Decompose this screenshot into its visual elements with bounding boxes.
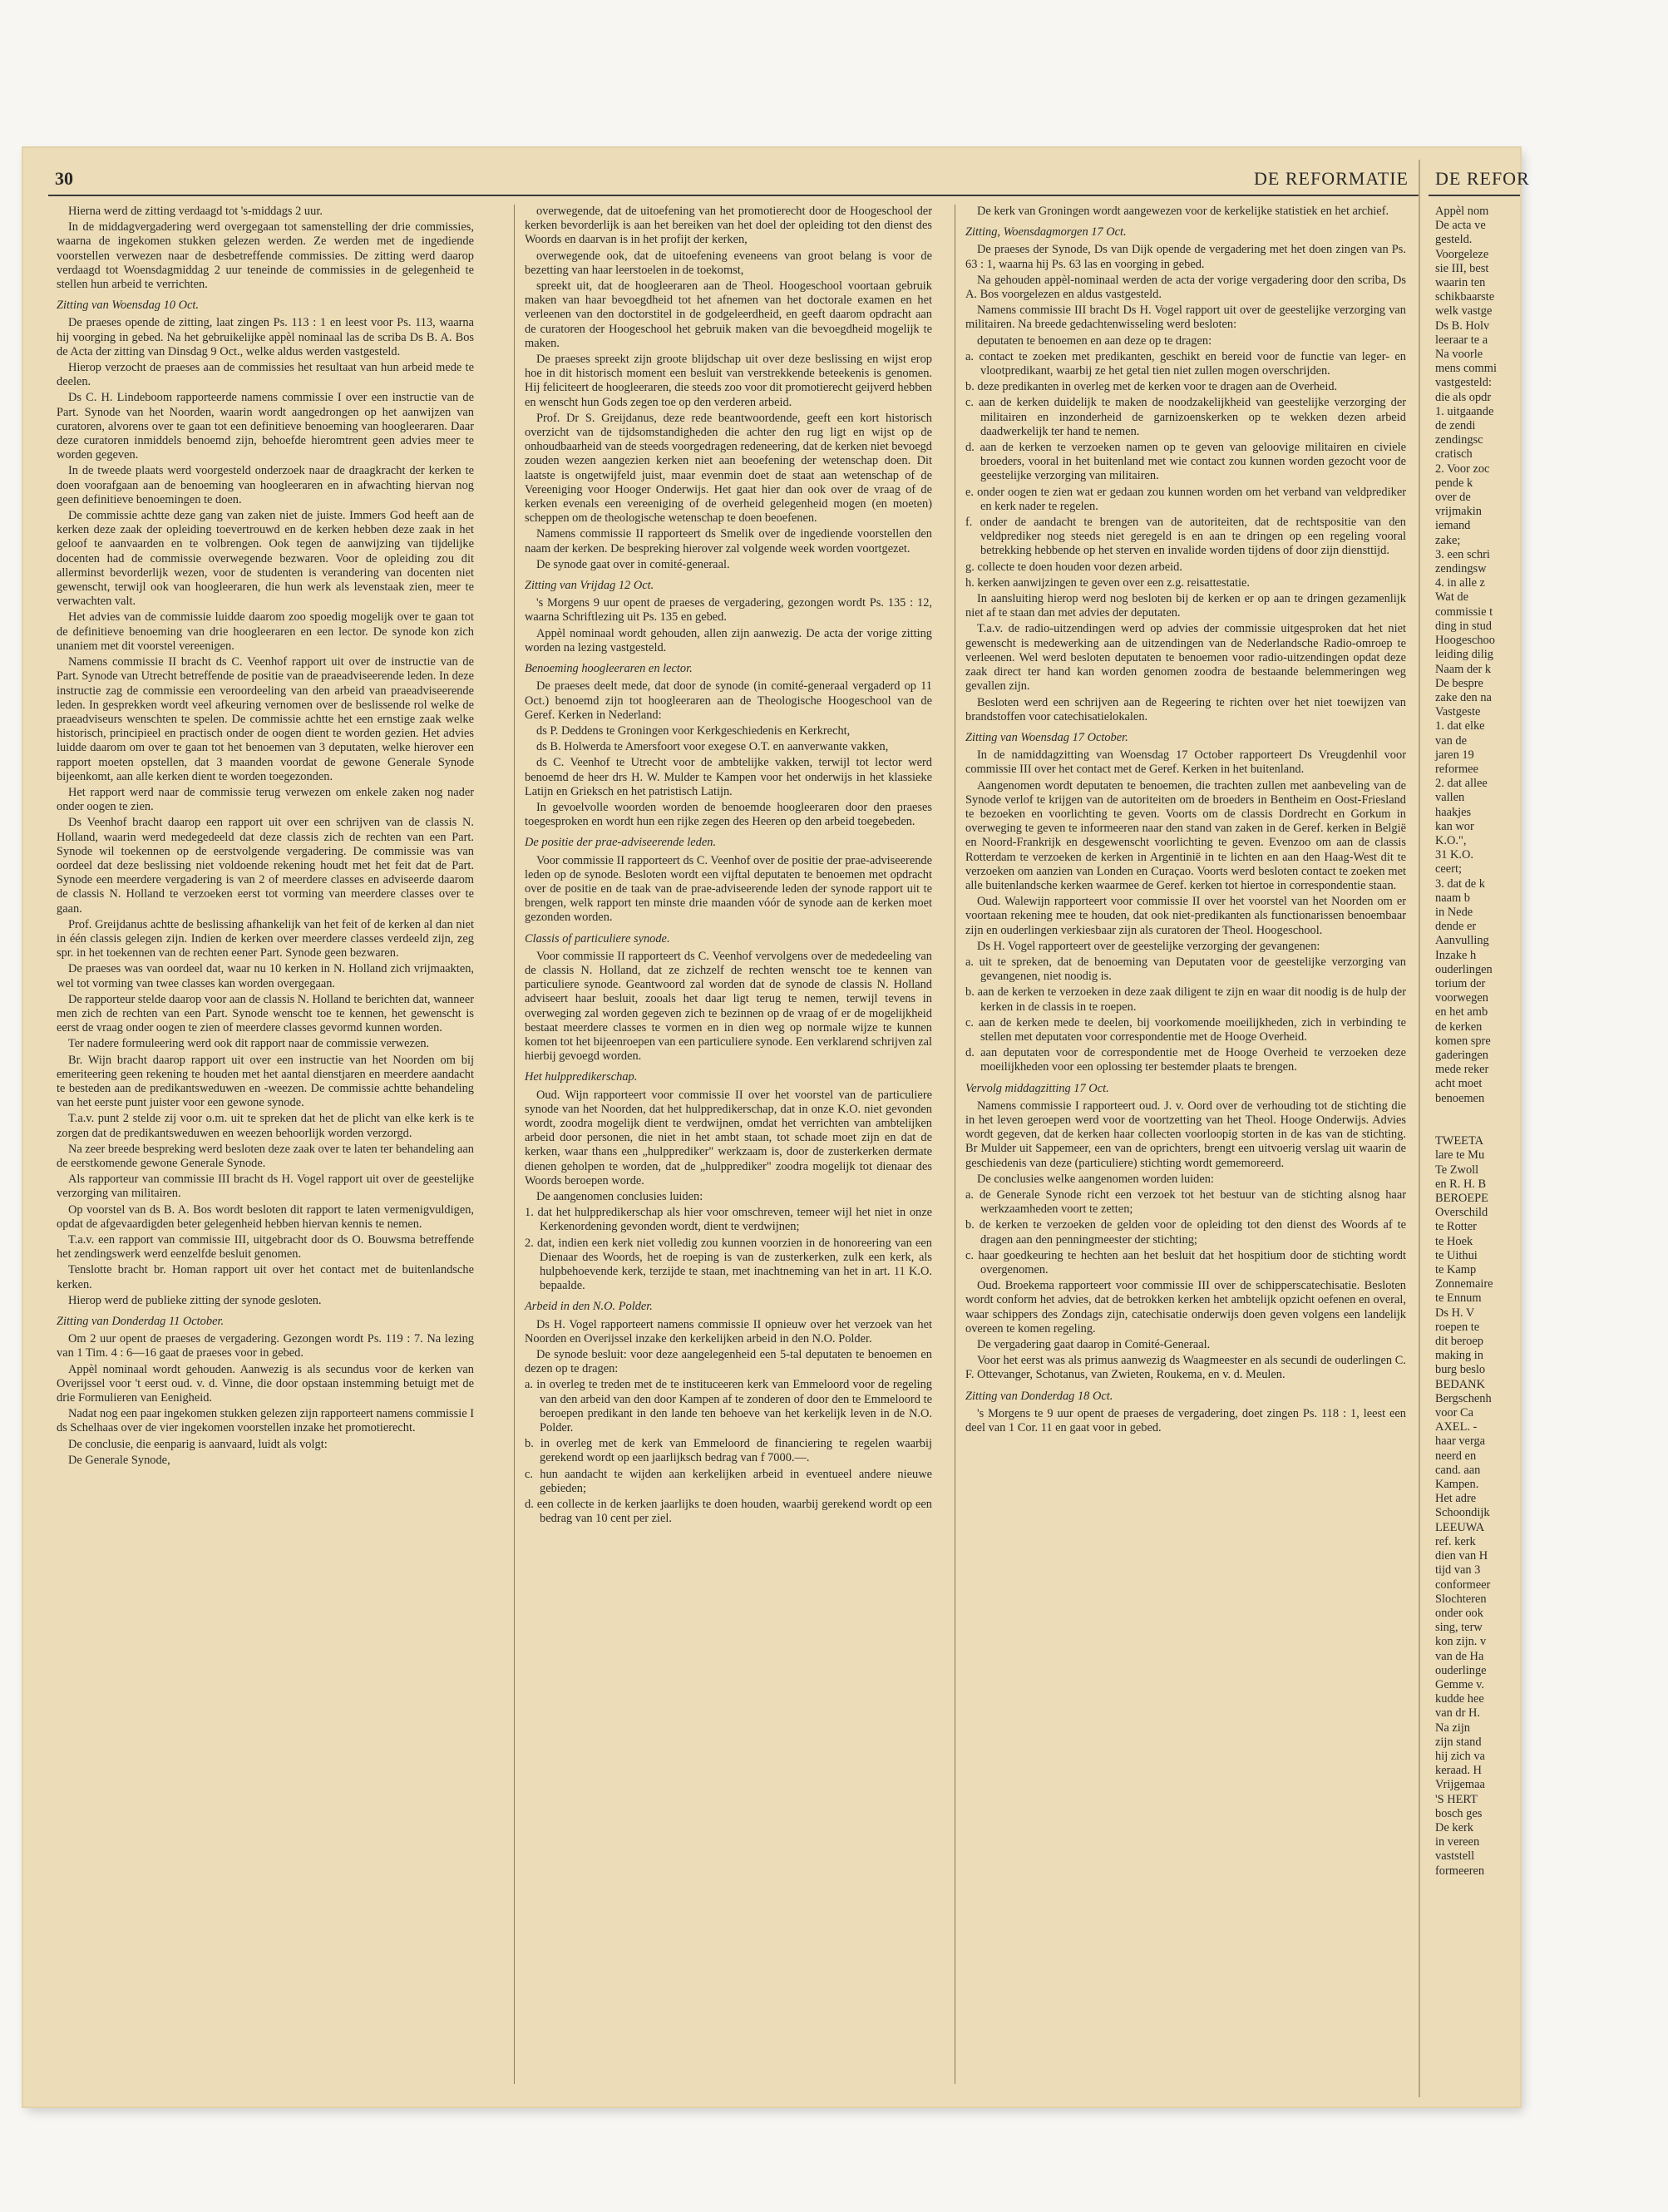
paragraph: Tenslotte bracht br. Homan rapport uit over het contact met de buitenlandsche kerken.: [57, 1263, 474, 1291]
next-page-masthead: DE REFOR: [1435, 168, 1530, 189]
paragraph: De conclusie, die eenparig is aanvaard, luidt als volgt:: [68, 1437, 328, 1451]
paragraph: Aangenomen wordt deputaten te benoemen, die trachten zullen met aanbeveling van de Synode verlof te krijgen van de autoriteiten om de broeders in Bentheim en Oost-Friesland te bezoeken en voorlichting te geven. Voorts om de classis Dordrecht en Gorkum in overweging te geven te informeeren naar den stand van zaken in de Geref. kerken in België en Noord-Frankrijk en desgewenscht voorlichting te geven. Evenzoo om aan de classis Rotterdam te verzoeken de kerken in Argentinië in te lichten en aan den Haag-West dit te verzoeken om aanzien van Londen en Curaçao. Voorts werd besloten contact te zoeken met alle buitenlandsche kerken waarmee de Geref. kerken tot hiertoe in correspondentie staan.: [965, 778, 1406, 892]
article-column-1: [57, 205, 474, 2084]
paragraph: Ter nadere formuleering werd ook dit rapport naar de commissie verwezen.: [68, 1037, 430, 1051]
paragraph: deputaten te benoemen en aan deze op te dragen:: [977, 333, 1212, 348]
paragraph: ds P. Deddens te Groningen voor Kerkgeschiedenis en Kerkrecht,: [536, 723, 851, 738]
paragraph: Ds H. Vogel rapporteert namens commissie II opnieuw over het verzoek van het Noorden en Overijssel inzake den kerkelijken arbeid in den N.O. Polder.: [525, 1317, 932, 1345]
page-number: 30: [55, 168, 73, 189]
newspaper-page: [48, 160, 1420, 2097]
list-item: g. collecte te doen houden voor dezen arbeid.: [965, 560, 1182, 574]
section-heading: Classis of particuliere synode.: [525, 931, 670, 946]
section-heading: Zitting van Donderdag 11 October.: [57, 1315, 225, 1329]
paragraph: Ds Veenhof bracht daarop een rapport uit over een schrijven van de classis N. Holland, waarin werd medegedeeld dat deze classis zich de rechten van een Part. Synode wil toekennen op de eerstvolgende vergadering. De commissie was van oordeel dat deze beslissing niet voldoende rekening houdt met het feit dat de Part. Synode een meerdere vergadering is van 2 of meerdere classes en adviseerde daarom de classis N. Holland te verzoeken eerst tot vorming van meerdere classes over te gaan.: [57, 816, 474, 916]
paragraph: Ds C. H. Lindeboom rapporteerde namens commissie I over een instructie van de Part. Synode van het Noorden, waarin wordt aangedrongen op het aanwijzen van curatoren, alvorens over te gaan tot een definitieve benoeming van hoogleeraren. Daar deze curatoren inmiddels benoemd zijn, behoefde hieromtrent geen advies meer te worden gegeven.: [57, 391, 474, 462]
paragraph: Namens commissie III bracht Ds H. Vogel rapport uit over de geestelijke verzorging van militairen. Na breede gedachtenwisseling werd besloten:: [965, 304, 1406, 332]
paragraph: De praeses der Synode, Ds van Dijk opende de vergadering met het doen zingen van Ps. 63 : 1, waarna hij Ps. 63 las en voorging in gebed.: [965, 243, 1406, 271]
paragraph: T.a.v. punt 2 stelde zij voor o.m. uit te spreken dat het de plicht van elke kerk is te zorgen dat de predikantsweduwen en weezen behoorlijk worden verzorgd.: [57, 1112, 474, 1140]
paragraph: Appèl nominaal wordt gehouden. Aanwezig is als secundus voor de kerken van Overijssel voor 't eerst oud. v. d. Vinne, die door opstaan instemming betuigt met de drie Formulieren van Eenigheid.: [57, 1362, 474, 1405]
paragraph: ds B. Holwerda te Amersfoort voor exegese O.T. en aanverwante vakken,: [536, 740, 889, 754]
paragraph: Na gehouden appèl-nominaal werden de acta der vorige vergadering door den scriba, Ds A. Bos voorgelezen en aldus vastgesteld.: [965, 273, 1406, 302]
paragraph: Hierna werd de zitting verdaagd tot 's-middags 2 uur.: [68, 205, 323, 218]
paragraph: De commissie achtte deze gang van zaken niet de juiste. Immers God heeft aan de kerken deze zaak der opleiding toevertrouwd en de kerken hebben deze zaak in het geloof te aanvaarden en te volbrengen. Ook tegen de aanwijzing van tijdelijke docenten had de commissie overwegende bezwaren. Voor de opleiding zou dit allerminst bevorderlijk wezen, voor de studenten is verandering van docenten niet gewenscht, terwijl ook van hoogleeraren, die hun werk als levenstaak zien, meer te verwachten valt.: [57, 509, 474, 609]
paragraph: De rapporteur stelde daarop voor aan de classis N. Holland te berichten dat, wanneer men zich de rechten van een Part. Synode wenscht toe te kennen, het gewenscht is eerst de vraag onder oogen te zien of meerdere classes gevormd kunnen worden.: [57, 992, 474, 1035]
paragraph: De synode besluit: voor deze aangelegenheid een 5-tal deputaten te benoemen en dezen op te dragen:: [525, 1348, 932, 1376]
list-item: e. onder oogen te zien wat er gedaan zou kunnen worden om het verband van veldprediker en kerk nader te regelen.: [965, 485, 1406, 513]
paragraph: De aangenomen conclusies luiden:: [536, 1190, 703, 1203]
paragraph: De kerk van Groningen wordt aangewezen voor de kerkelijke statistiek en het archief.: [977, 205, 1389, 218]
list-item: h. kerken aanwijzingen te geven over een z.g. reisattestatie.: [965, 575, 1251, 590]
list-item: a. in overleg te treden met de te instituceeren kerk van Emmeloord voor de regeling van den arbeid van den door Kampen af te zonderen of door den te Emmeloord te beroepen predikant in den lande ten behoeve van het kerkelijk leven in de N.O. Polder.: [525, 1378, 932, 1435]
paragraph: 's Morgens 9 uur opent de praeses de vergadering, gezongen wordt Ps. 135 : 12, waarna Schriftlezing uit Ps. 135 en gebed.: [525, 596, 932, 625]
paragraph: De vergadering gaat daarop in Comité-Generaal.: [977, 1338, 1211, 1352]
paragraph: Besloten werd een schrijven aan de Regeering te richten over het niet toewijzen van brandstoffen voor catechisatielokalen.: [965, 695, 1406, 723]
paragraph: In de tweede plaats werd voorgesteld onderzoek naar de draagkracht der kerken te doen voorafgaan aan de benoeming van hoogleeraren en in afwachting hiervan nog geen definitieve benoemingen te doen.: [57, 464, 474, 506]
paragraph: Nadat nog een paar ingekomen stukken gelezen zijn rapporteert namens commissie I ds Schelhaas over de vier ingekomen voorstellen inzake het promotierecht.: [57, 1407, 474, 1435]
paragraph: In aansluiting hierop werd nog besloten bij de kerken er op aan te dringen gezamenlijk niet af te staan dan met advies der deputaten.: [965, 592, 1406, 620]
list-item: 1. dat het hulppredikerschap als hier voor omschreven, temeer wijl het niet in onze Kerkenordening gevonden wordt, dient te verdwijnen;: [525, 1206, 932, 1234]
masthead-title: DE REFORMATIE: [1254, 168, 1409, 189]
list-item: c. aan de kerken mede te deelen, bij voorkomende moeilijkheden, zich in verbinding te stellen met deputaten voor correspondentie met de Hooge Overheid.: [965, 1015, 1406, 1044]
paragraph: Hierop werd de publieke zitting der synode gesloten.: [68, 1293, 322, 1307]
paragraph: In gevoelvolle woorden worden de benoemde hoogleeraren door den praeses toegesproken en wordt hun een rijke zegen des Heeren op den arbeid toegebeden.: [525, 800, 932, 829]
section-heading: Benoeming hoogleeraren en lector.: [525, 662, 693, 676]
paragraph: Het advies van de commissie luidde daarom zoo spoedig mogelijk over te gaan tot de definitieve benoeming van drie hoogleeraren en een lector. De synode kon zich unaniem met dit voorstel vereenigen.: [57, 610, 474, 653]
list-item: a. de Generale Synode richt een verzoek tot het bestuur van de stichting alsnog haar werkzaamheden voort te zetten;: [965, 1188, 1406, 1217]
section-heading: Zitting van Donderdag 18 Oct.: [965, 1389, 1113, 1403]
paragraph: Oud. Broekema rapporteert voor commissie III over de schipperscatechisatie. Besloten wordt conform het advies, dat de betrokken kerken het ambtelijk opzicht oefenen en overal, waar schippers des Zondags zijn, catechisatie onderwijs doen geven volgens een landelijk overeen te komen regeling.: [965, 1279, 1406, 1336]
paragraph: Namens commissie I rapporteert oud. J. v. Oord over de verhouding tot de stichting die in het leven geroepen werd voor de voortzetting van het Theol. Hooge Onderwijs. Advies wordt gegeven, dat de kerken haar collecten voorloopig storten in de kas van de stichting. Br Mulder uit Sappemeer, een van de oprichters, brengt een uitvoerig verslag uit waarin de geschiedenis van deze (particuliere) stichting wordt gememoreerd.: [965, 1099, 1406, 1170]
paragraph: T.a.v. een rapport van commissie III, uitgebracht door ds O. Bouwsma betreffende het zendingswerk werd eenzelfde besluit genomen.: [57, 1233, 474, 1262]
list-item: b. aan de kerken te verzoeken in deze zaak diligent te zijn en waar dit noodig is de hulp der kerken in de classis in te roepen.: [965, 985, 1406, 1014]
paragraph: Br. Wijn bracht daarop rapport uit over een instructie van het Noorden om bij emeriteering geen rekening te houden met het aantal dienstjaren en meerdere aandacht te besteden aan de predikantsweduwen en -weezen. De commissie achtte behandeling van het eerste punt juister voor een gewone synode.: [57, 1053, 474, 1110]
list-item: c. hun aandacht te wijden aan kerkelijken arbeid in eventueel andere nieuwe gebieden;: [525, 1467, 932, 1495]
paragraph: Als rapporteur van commissie III bracht ds H. Vogel rapport uit over de geestelijke verzorging van militairen.: [57, 1173, 474, 1201]
paragraph: Namens commissie II rapporteert ds Smelik over de ingediende voorstellen den naam der kerken. De bespreking hierover zal volgende week worden voortgezet.: [525, 527, 932, 555]
paragraph: T.a.v. de radio-uitzendingen werd op advies der commissie uitgesproken dat het niet gewenscht is medewerking aan de uitzendingen van de Nederlandsche Radio-omroep te verleenen. Wel werd besloten deputaten te benoemen voor radio-uitzendingen opdat deze zaak direct ter hand kan worden genomen zoodra de bestaande belemmeringen weg gevallen zijn.: [965, 622, 1406, 694]
paragraph: In de middagvergadering werd overgegaan tot samenstelling der drie commissies, waarna de ingekomen stukken gelezen werden. Ze werden met de ingediende voorstellen verwezen naar de desbetreffende commissies. De zitting werd daarop verdaagd tot Woensdagmiddag 2 uur teneinde de commissies in de gelegenheid te stellen hun arbeid te verrichten.: [57, 220, 474, 292]
paragraph: Oud. Wijn rapporteert voor commissie II over het voorstel van de particuliere synode van het Noorden, dat het hulppredikerschap, dat in onze K.O. niet gevonden wordt, zoodra mogelijk dient te verdwijnen, omdat het verrichten van ambtelijken arbeid door personen, die niet in het ambt staan, tot schade moet zijn en dat de kerken, waar thans een „hulpprediker" werkzaam is, door de zusterkerken dermate dienen geholpen te worden, dat de „hulpprediker" zoodra mogelijk tot dienaar des Woords beroepen worde.: [525, 1088, 932, 1187]
list-item: a. uit te spreken, dat de benoeming van Deputaten voor de geestelijke verzorging van gevangenen, niet noodig is.: [965, 955, 1406, 984]
paragraph: Het rapport werd naar de commissie terug verwezen om enkele zaken nog nader onder oogen te zien.: [57, 785, 474, 814]
section-heading: Zitting van Woensdag 17 October.: [965, 730, 1128, 744]
paragraph: De synode gaat over in comité-generaal.: [536, 557, 730, 571]
section-heading: Het hulppredikerschap.: [525, 1070, 638, 1084]
paragraph: De praeses was van oordeel dat, waar nu 10 kerken in N. Holland zich vrijmaakten, wel tot vorming van twee classes kan worden overgegaan.: [57, 962, 474, 990]
paragraph: In de namiddagzitting van Woensdag 17 October rapporteert Ds Vreugdenhil voor commissie III over het contact met de Geref. Kerken in het buitenland.: [965, 748, 1406, 777]
paragraph: De praeses spreekt zijn groote blijdschap uit over deze beslissing en wijst erop hoe in dit historisch moment een besluit van verstrekkende beteekenis is genomen. Hij feliciteert de hoogleeraren, die steeds zoo voor dit promotierecht geijverd hebben en wenscht hun Gods zegen toe op den verderen arbeid.: [525, 353, 932, 409]
next-page-header-rule: [1429, 195, 1520, 196]
page-header: [48, 160, 1419, 196]
list-item: d. een collecte in de kerken jaarlijks te doen houden, waarbij gerekend wordt op een bedrag van 10 cent per ziel.: [525, 1498, 932, 1526]
section-heading: Vervolg middagzitting 17 Oct.: [965, 1081, 1109, 1095]
paragraph: Namens commissie II bracht ds C. Veenhof rapport uit over de instructie van de Part. Synode van Utrecht betreffende de positie van de praeadviseerende leden. In deze instructie zag de commissie een veroordeeling van den arbeid van praeadviseerende leden. In gesprekken wordt veel afkeuring vernomen over de beslissende rol welke de praeadviseurs wenschten te spelen. De commissie achtte het een ernstige zaak welke historisch, principieel en practisch onder de oogen dient te worden gezien. Het advies luidde daarom om over te gaan tot het benoemen van 3 deputaten, welke hierover een rapport moeten opstellen, dat 3 maanden voordat de gewone Generale Synode bijeenkomt, aan alle kerken dient te worden toegezonden.: [57, 655, 474, 783]
article-column-2: [514, 205, 932, 2084]
paragraph: Voor commissie II rapporteert ds C. Veenhof vervolgens over de mededeeling van de classis N. Holland, dat ze zichzelf de rechten wenscht toe te kennen van particuliere synode. Geantwoord zal worden dat de synode de classis N. Holland adviseert haar besluit, zooals het daar ligt terug te nemen, terwijl tevens in overweging zal worden gegeven zich te bezinnen op de vraag of er de mogelijkheid bestaat meerdere classes te vormen en in dien weg op normale wijze te kunnen komen tot het bijeenroepen van een particuliere synode. Een verklarend schrijven zal hierbij gevoegd worden.: [525, 949, 932, 1064]
list-item: b. deze predikanten in overleg met de kerken voor te dragen aan de Overheid.: [965, 380, 1338, 394]
paragraph: overwegende ook, dat de uitoefening eveneens van groot belang is voor de bezetting van haar leerstoelen in de toekomst,: [525, 249, 932, 277]
paragraph: De praeses deelt mede, dat door de synode (in comité-generaal vergaderd op 11 Oct.) benoemd zijn tot hoogleeraren aan de Theologische Hoogeschool van de Geref. Kerken in Nederland:: [525, 679, 932, 722]
list-item: c. aan de kerken duidelijk te maken de noodzakelijkheid van geestelijke verzorging der militairen en inzonderheid de garnizoenskerken op te wekken dezen arbeid daadwerkelijk ter hand te nemen.: [965, 396, 1406, 438]
section-heading: Zitting van Vrijdag 12 Oct.: [525, 579, 654, 593]
list-item: a. contact te zoeken met predikanten, geschikt en bereid voor de functie van leger- en vlootpredikant, waarbij ze het getal tien niet zullen mogen overschrijden.: [965, 349, 1406, 378]
newspaper-sheet: [23, 148, 1530, 2106]
section-heading: De positie der prae-adviseerende leden.: [525, 836, 717, 850]
paragraph: Ds H. Vogel rapporteert over de geestelijke verzorging der gevangenen:: [977, 939, 1320, 953]
paragraph: Hierop verzocht de praeses aan de commissies het resultaat van hun arbeid mede te deelen.: [57, 361, 474, 389]
paragraph: Op voorstel van ds B. A. Bos wordt besloten dit rapport te laten vermenigvuldigen, opdat de afgevaardigden beter gelegenheid hebben hiervan kennis te nemen.: [57, 1202, 474, 1231]
paragraph: 's Morgens te 9 uur opent de praeses de vergadering, doet zingen Ps. 118 : 1, leest een deel van 1 Cor. 11 en gaat voor in gebed.: [965, 1406, 1406, 1435]
list-item: f. onder de aandacht te brengen van de autoriteiten, dat de rechtspositie van den veldprediker nog steeds niet geregeld is en aan te dringen op een regeling vooral betrekking hebbende op het sterven en invalide worden tijdens of door zijn diensttijd.: [965, 516, 1406, 558]
next-page-edge: [1429, 160, 1530, 2097]
section-heading: Arbeid in den N.O. Polder.: [525, 1300, 653, 1314]
paragraph: Na zeer breede bespreking werd besloten deze zaak over te laten ter behandeling aan de eerstkomende gewone Generale Synode.: [57, 1142, 474, 1170]
paragraph: De Generale Synode,: [68, 1453, 170, 1467]
list-item: b. de kerken te verzoeken de gelden voor de opleiding tot den dienst des Woords af te dragen aan den penningmeester der stichting;: [965, 1218, 1406, 1247]
list-item: c. haar goedkeuring te hechten aan het besluit dat het hospitium door de stichting wordt overgenomen.: [965, 1248, 1406, 1277]
section-heading: Zitting van Woensdag 10 Oct.: [57, 299, 199, 313]
paragraph: Om 2 uur opent de praeses de vergadering. Gezongen wordt Ps. 119 : 7. Na lezing van 1 Tim. 4 : 6—16 gaat de praeses voor in gebed.: [57, 1332, 474, 1360]
paragraph: Voor commissie II rapporteert ds C. Veenhof over de positie der prae-adviseerende leden op de synode. Besloten wordt een vijftal deputaten te benoemen met opdracht over de positie en de taak van de prae-adviseerende leden der synode rapport uit te brengen, welk rapport ten minste drie maanden vóór de synode aan de kerken moet gezonden worden.: [525, 853, 932, 925]
section-heading: Zitting, Woensdagmorgen 17 Oct.: [965, 225, 1127, 239]
paragraph: De praeses opende de zitting, laat zingen Ps. 113 : 1 en leest voor Ps. 113, waarna hij voorging in gebed. Na het gebruikelijke appèl nominaal las de scriba Ds B. A. Bos de Acta der zitting van Dinsdag 9 Oct., welke aldus werden vastgesteld.: [57, 316, 474, 358]
list-item: b. in overleg met de kerk van Emmeloord de financiering te regelen waarbij gerekend wordt op een jaarlijksch bedrag van f 7000.—.: [525, 1437, 932, 1465]
article-column-3: [955, 205, 1406, 2084]
list-item: d. aan deputaten voor de correspondentie met de Hooge Overheid te verzoeken deze moeilijkheden voor een oplossing ter bestemder plaats te brengen.: [965, 1046, 1406, 1074]
paragraph: overwegende, dat de uitoefening van het promotierecht door de Hoogeschool der kerken bevorderlijk is aan het bereiken van het doel der opleiding tot den dienst des Woords en daarvan is in het profijt der kerken,: [525, 205, 932, 247]
next-page-column-fragment: Appèl nom De acta ve gesteld. Voorgeleze sie III, best waarin ten schikbaarste welk vastge Ds B. Holv leeraar te a Na voorle mens commi vastgesteld: die als opdr 1. uitgaande de zendi zendingsc cratisch 2. Voor zoc pende k over de vrijmakin iemand zake; 3. een schri zendingsw 4. in alle z Wat de commissie t ding in stud Hoogeschoo leiding dilig Naam der k De bespre zake den na Vastgeste 1. dat elke van de jaren 19 reformee 2. dat allee vallen haakjes kan wor K.O.", 31 K.O. ceert; 3. dat de k naam b in Nede dende er Aanvulling Inzake h ouderlingen torium der voorwegen en het amb de kerken komen spre gaderingen mede reker acht moet benoemen TWEETA lare te Mu Te Zwoll en R. H. B BEROEPE Overschild te Rotter te Hoek te Uithui te Kamp Zonnemaire te Ennum Ds H. V roepen te dit beroep making in burg beslo BEDANK Bergschenh voor Ca AXEL. - haar verga neerd en cand. aan Kampen. Het adre Schoondijk LEEUWA ref. kerk dien van H tijd van 3 conformeer Slochteren onder ook sing, terw kon zijn. v van de Ha ouderlinge Gemme v. kudde hee van dr H. Na zijn zijn stand hij zich va keraad. H Vrijgemaa 'S HERT bosch ges De kerk in vereen vaststell formeeren: [1435, 205, 1497, 1878]
list-item: d. aan de kerken te verzoeken namen op te geven van geloovige militairen en civiele broeders, vooral in het buitenland met wie contact zou kunnen worden gezocht voor de geestelijke verzorging van militairen.: [965, 441, 1406, 483]
paragraph: spreekt uit, dat de hoogleeraren aan de Theol. Hoogeschool voortaan gebruik maken van haar bevoegdheid tot het afnemen van het doctorale examen en het verleenen van den doctorstitel in de godgeleerdheid, en geeft daarom opdracht aan de curatoren der Hoogeschool het gebruik maken van die bevoegdheid mogelijk te maken.: [525, 279, 932, 350]
paragraph: ds C. Veenhof te Utrecht voor de ambtelijke vakken, terwijl tot lector werd benoemd de heer drs H. W. Mulder te Kampen voor het onderwijs in het klassieke Latijn en Grieksch en het patristisch Latijn.: [525, 756, 932, 798]
list-item: 2. dat, indien een kerk niet volledig zou kunnen voorzien in de honoreering van een Dienaar des Woords, het de roeping is van de zusterkerken, zulk een kerk, als hulpbehoevende kerk, terzijde te staan, met inachtneming van het in art. 11 K.O. bepaalde.: [525, 1236, 932, 1293]
paragraph: Prof. Dr S. Greijdanus, deze rede beantwoordende, geeft een kort historisch overzicht van de tijdsomstandigheden die achter den rug ligt en wijst op de onhoudbaarheid van de steeds voorgedragen redeneering, dat de kerken niet bevoegd zouden wezen aangezien kerken niet aan beoefening der wetenschap doen. Dit laatste is ongetwijfeld juist, maar evenmin doet de staat aan wetenschap of de Vereeniging voor Hooger Onderwijs. Het gaat hier dan ook over de vraag of de kerken evenals een vereeniging of de overheid gelegenheid mogen (en moeten) scheppen om de theologische wetenschap te doen beoefenen.: [525, 411, 932, 526]
paragraph: Appèl nominaal wordt gehouden, allen zijn aanwezig. De acta der vorige zitting worden na lezing vastgesteld.: [525, 626, 932, 654]
paragraph: Prof. Greijdanus achtte de beslissing afhankelijk van het feit of de kerken al dan niet in één classis gelegen zijn. Indien de kerken over meerdere classes verdeeld zijn, zeg spr. in het toekennen van de rechten eener Part. Synode geen bezwaren.: [57, 917, 474, 960]
paragraph: De conclusies welke aangenomen worden luiden:: [977, 1172, 1214, 1186]
paragraph: Oud. Walewijn rapporteert voor commissie II over het voorstel van het Noorden om er voortaan rekening mee te houden, dat ook niet-predikanten als functionarissen benoembaar zijn en ouderlingen verkiesbaar zijn als curatoren der Theol. Hoogeschool.: [965, 895, 1406, 937]
paragraph: Voor het eerst was als primus aanwezig ds Waagmeester en als secundi de ouderlingen C. F. Ottevanger, Schotanus, van Zwieten, Roukema, en v. d. Meulen.: [965, 1354, 1406, 1382]
